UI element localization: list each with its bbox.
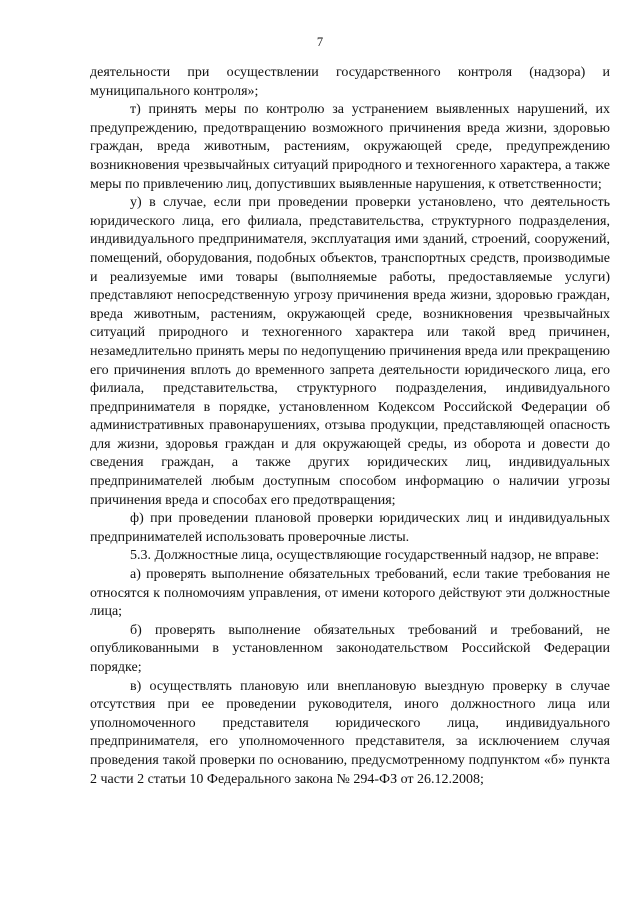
paragraph-item-u: у) в случае, если при проведении проверки установлено, что деятельность юридического лица, его филиала, представительства, структурного подразделения, индивидуального предпринимателя, эксплуатация ими зданий, строений, сооружений, помещений, оборудования, подобных объектов, транспортных средств, производимые и реализуемые ими товары (выполняемые работы, предоставляемые услуги) представляют непосредственную угрозу причинения вреда жизни, здоровью граждан, вреда животным, растениям, окружающей среде, возникновения чрезвычайных ситуаций природного и техногенного характера или такой вред причинен, незамедлительно принять меры по недопущению причинения вреда или прекращению его причинения вплоть до временного запрета деятельности юридического лица, его филиала, представительства, структурного подразделения, индивидуального предпринимателя в порядке, установленном Кодексом Российской Федерации об административных правонарушениях, отзыва продукции, представляющей опасность для жизни, здоровья граждан и для окружающей среды, из оборота и довести до сведения граждан, а также других юридических лиц, индивидуальных предпринимателей любым доступным способом информацию о наличии угрозы причинения вреда и способах его предотвращения; [90,195,610,508]
page-number: 7 [316,35,324,49]
paragraph-item-b: б) проверять выполнение обязательных требований и требований, не опубликованными в установленном законодательством Российской Федерации порядке; [90,622,610,675]
paragraph-section-5-3: 5.3. Должностные лица, осуществляющие государственный надзор, не вправе: [130,548,600,564]
paragraph-item-f: ф) при проведении плановой проверки юридических лиц и индивидуальных предпринимателей использовать проверочные листы. [90,511,610,545]
paragraph-continuation: деятельности при осуществлении государственного контроля (надзора) и муниципального контроля»; [90,65,610,99]
paragraph-item-v: в) осуществлять плановую или внеплановую выездную проверку в случае отсутствия при ее проведении руководителя, иного должностного лица или уполномоченного представителя юридического лица, индивидуального предпринимателя, его уполномоченного представителя, за исключением случая проведения такой проверки по основанию, предусмотренному подпунктом «б» пункта 2 части 2 статьи 10 Федерального закона № 294-ФЗ от 26.12.2008; [90,678,610,787]
paragraph-item-t: т) принять меры по контролю за устранением выявленных нарушений, их предупреждению, предотвращению возможного причинения вреда жизни, здоровью граждан, вреда животным, растениям, окружающей среде, предупреждению возникновения чрезвычайных ситуаций природного и техногенного характера, а также меры по привлечению лиц, допустивших выявленные нарушения, к ответственности; [90,102,610,192]
paragraph-item-a: а) проверять выполнение обязательных требований, если такие требования не относятся к полномочиям управления, от имени которого действуют эти должностные лица; [90,567,610,620]
document-body [90,64,610,789]
